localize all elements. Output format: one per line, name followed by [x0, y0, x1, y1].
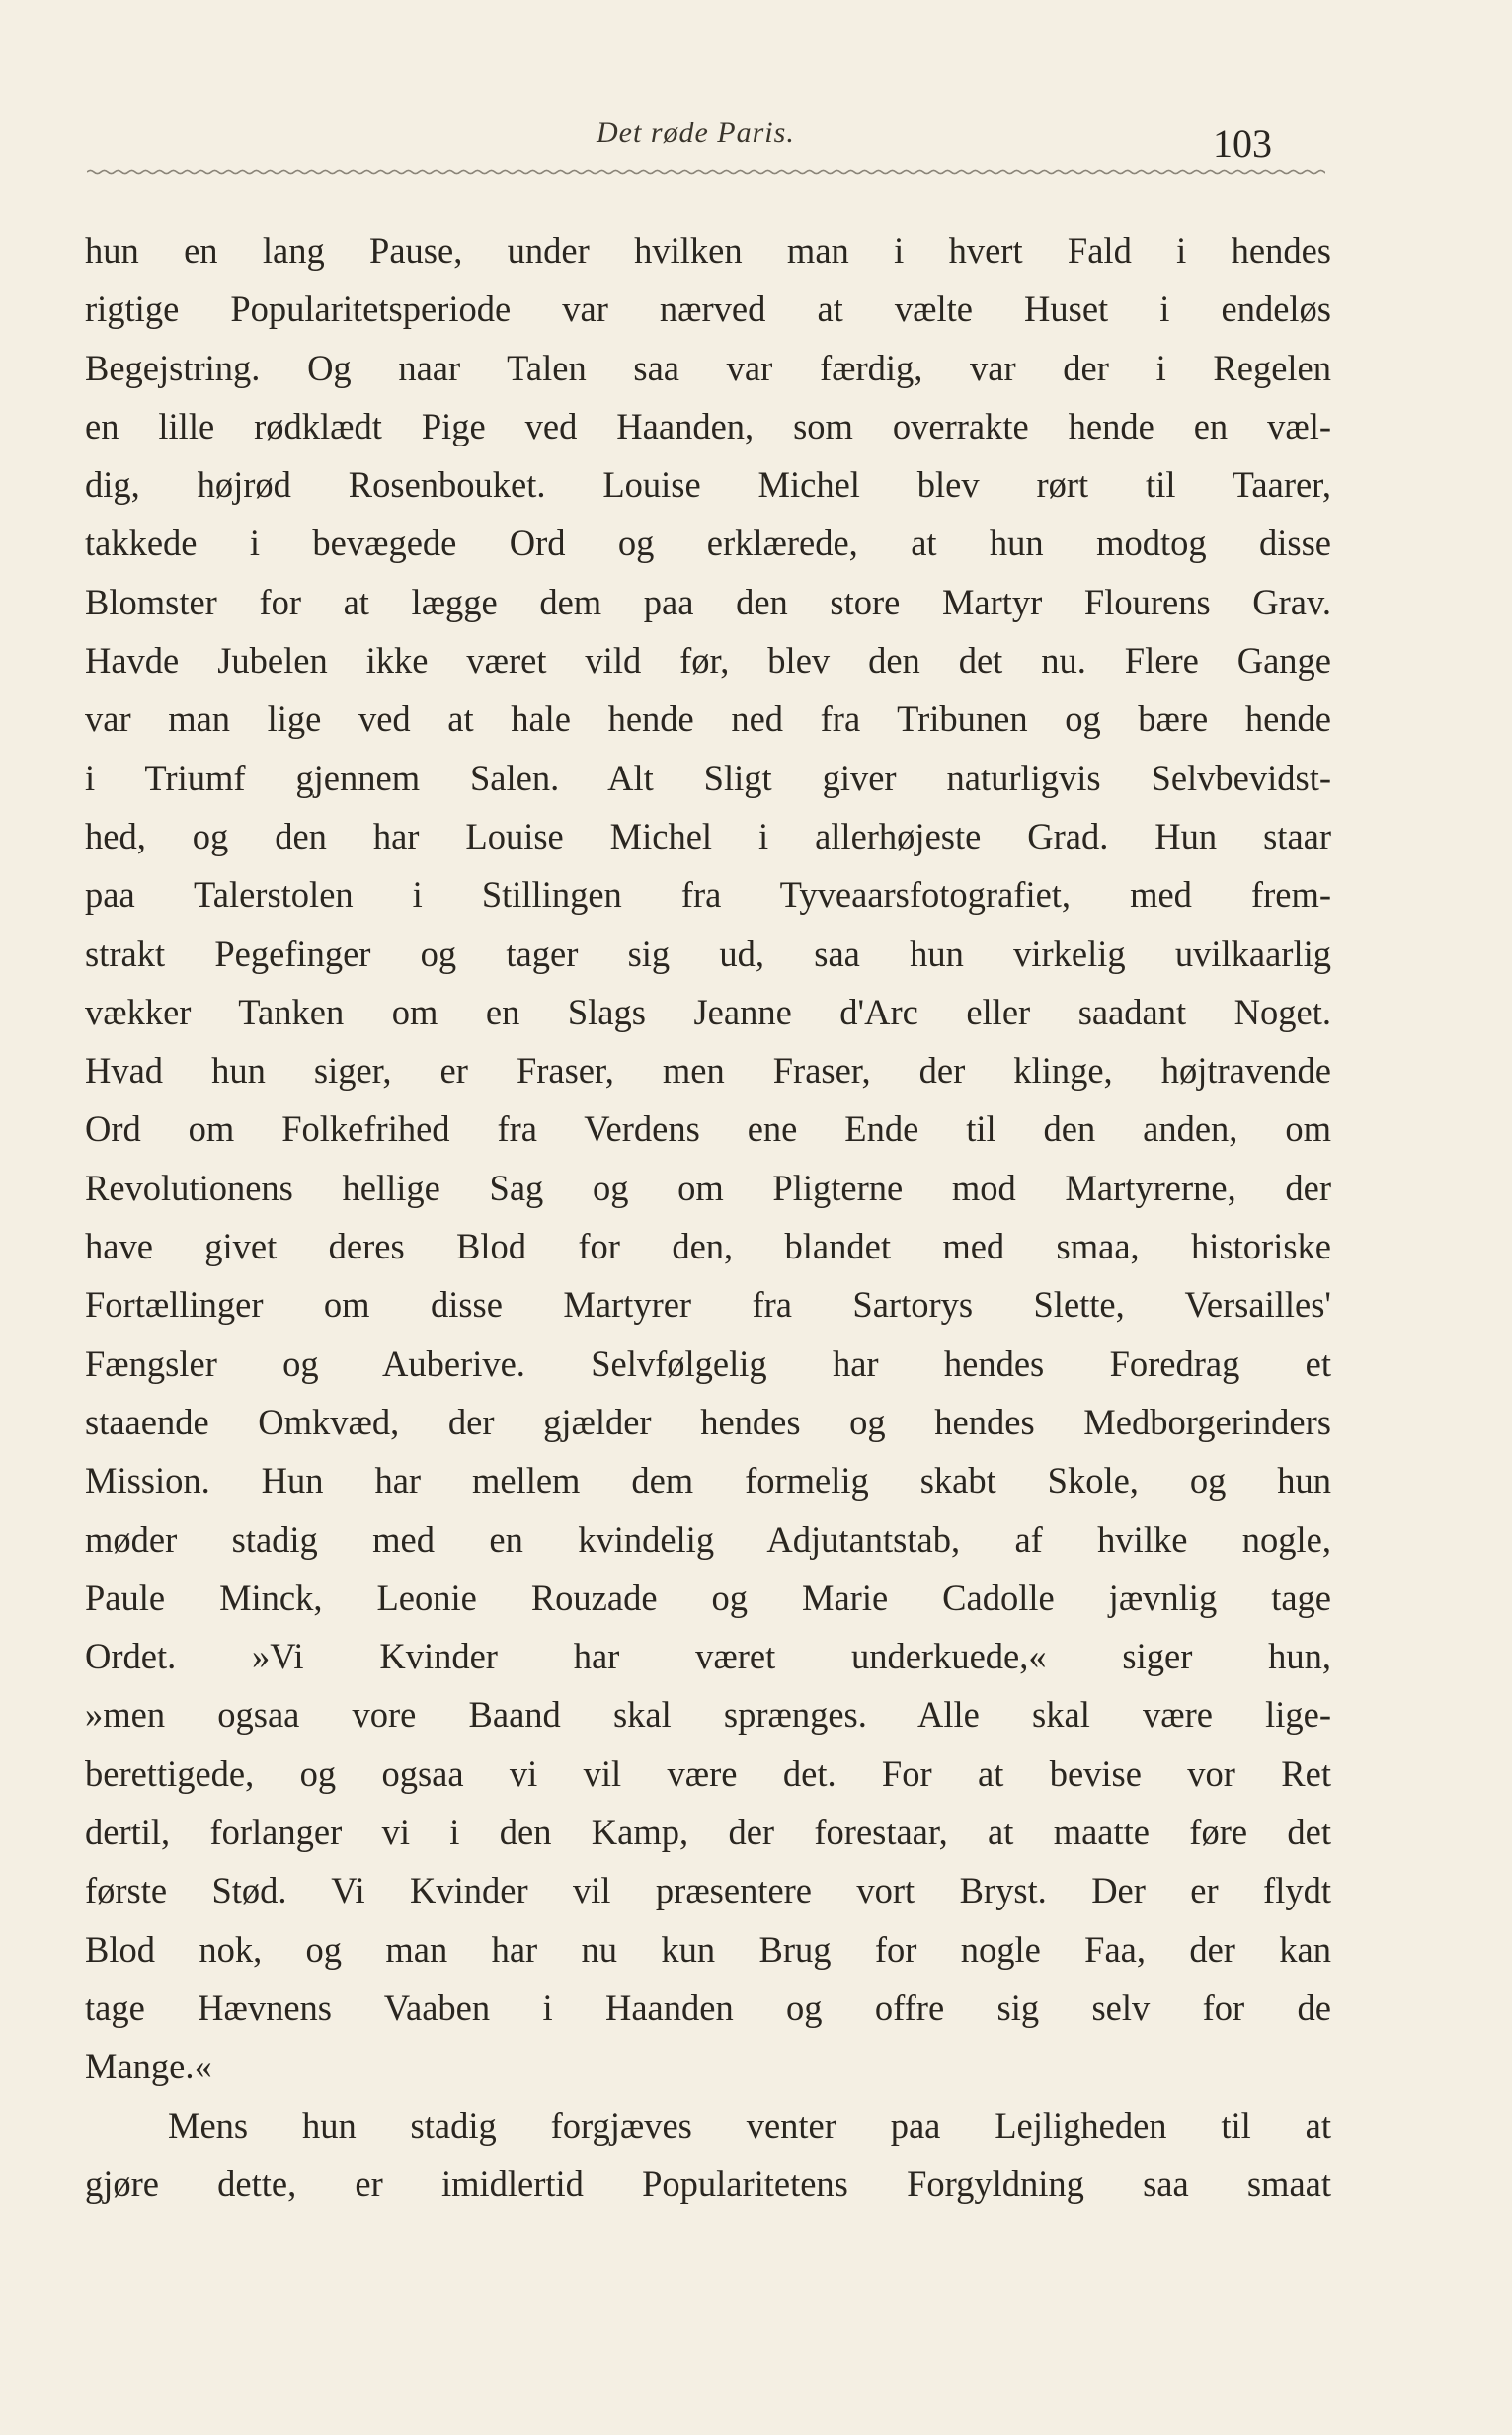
text-line: var man lige ved at hale hende ned fra Tribunen og bære hende — [85, 698, 1331, 740]
body-text — [85, 221, 1331, 2213]
text-line: Fængsler og Auberive. Selvfølgelig har hendes Foredrag et — [85, 1342, 1331, 1384]
page-number: 103 — [1213, 122, 1272, 166]
text-line: have givet deres Blod for den, blandet med smaa, historiske — [85, 1226, 1331, 1267]
running-title: Det røde Paris. — [597, 117, 795, 149]
text-line: i Triumf gjennem Salen. Alt Sligt giver naturligvis Selvbevidst- — [85, 757, 1331, 798]
text-line: tage Hævnens Vaaben i Haanden og offre sig selv for de — [85, 1987, 1331, 2028]
text-line: dertil, forlanger vi i den Kamp, der forestaar, at maatte føre det — [85, 1812, 1331, 1853]
text-line: dig, højrød Rosenbouket. Louise Michel blev rørt til Taarer, — [85, 464, 1331, 506]
text-line: hun en lang Pause, under hvilken man i hvert Fald i hendes — [85, 230, 1331, 271]
text-line: paa Talerstolen i Stillingen fra Tyveaarsfotografiet, med frem- — [85, 874, 1331, 916]
paragraph-start-line: Mens hun stadig forgjæves venter paa Lejligheden til at — [168, 2104, 1331, 2146]
text-line: første Stød. Vi Kvinder vil præsentere vort Bryst. Der er flydt — [85, 1870, 1331, 1911]
text-line: Havde Jubelen ikke været vild før, blev den det nu. Flere Gange — [85, 640, 1331, 682]
text-line: Revolutionens hellige Sag og om Pligterne mod Martyrerne, der — [85, 1167, 1331, 1208]
text-line: Mission. Hun har mellem dem formelig skabt Skole, og hun — [85, 1460, 1331, 1502]
text-line: møder stadig med en kvindelig Adjutantstab, af hvilke nogle, — [85, 1518, 1331, 1560]
text-line: Blod nok, og man har nu kun Brug for nogle Faa, der kan — [85, 1928, 1331, 1970]
text-line: Ordet. »Vi Kvinder har været underkuede,« siger hun, — [85, 1636, 1331, 1677]
text-line: Begejstring. Og naar Talen saa var færdig, var der i Regelen — [85, 347, 1331, 388]
text-line: staaende Omkvæd, der gjælder hendes og hendes Medborgerinders — [85, 1401, 1331, 1442]
text-line: berettigede, og ogsaa vi vil være det. For at bevise vor Ret — [85, 1752, 1331, 1794]
text-line: Blomster for at lægge dem paa den store Martyr Flourens Grav. — [85, 581, 1331, 622]
text-line: Paule Minck, Leonie Rouzade og Marie Cadolle jævnlig tage — [85, 1577, 1331, 1618]
text-line: strakt Pegefinger og tager sig ud, saa hun virkelig uvilkaarlig — [85, 933, 1331, 974]
text-line: rigtige Popularitetsperiode var nærved at vælte Huset i endeløs — [85, 288, 1331, 330]
text-line: en lille rødklædt Pige ved Haanden, som overrakte hende en væl- — [85, 405, 1331, 446]
text-line: gjøre dette, er imidlertid Popularitetens Forgyldning saa smaat — [85, 2162, 1331, 2204]
text-line: Hvad hun siger, er Fraser, men Fraser, der klinge, højtravende — [85, 1050, 1331, 1092]
text-line: vækker Tanken om en Slags Jeanne d'Arc eller saadant Noget. — [85, 991, 1331, 1032]
text-line: hed, og den har Louise Michel i allerhøjeste Grad. Hun staar — [85, 815, 1331, 856]
text-line: Ord om Folkefrihed fra Verdens ene Ende til den anden, om — [85, 1108, 1331, 1150]
wavy-rule-ornament — [87, 160, 1325, 184]
paragraph-end-line: Mange.« — [85, 2046, 212, 2087]
text-line: Fortællinger om disse Martyrer fra Sartorys Slette, Versailles' — [85, 1284, 1331, 1326]
text-line: takkede i bevægede Ord og erklærede, at hun modtog disse — [85, 523, 1331, 564]
text-line: »men ogsaa vore Baand skal sprænges. Alle skal være lige- — [85, 1694, 1331, 1736]
